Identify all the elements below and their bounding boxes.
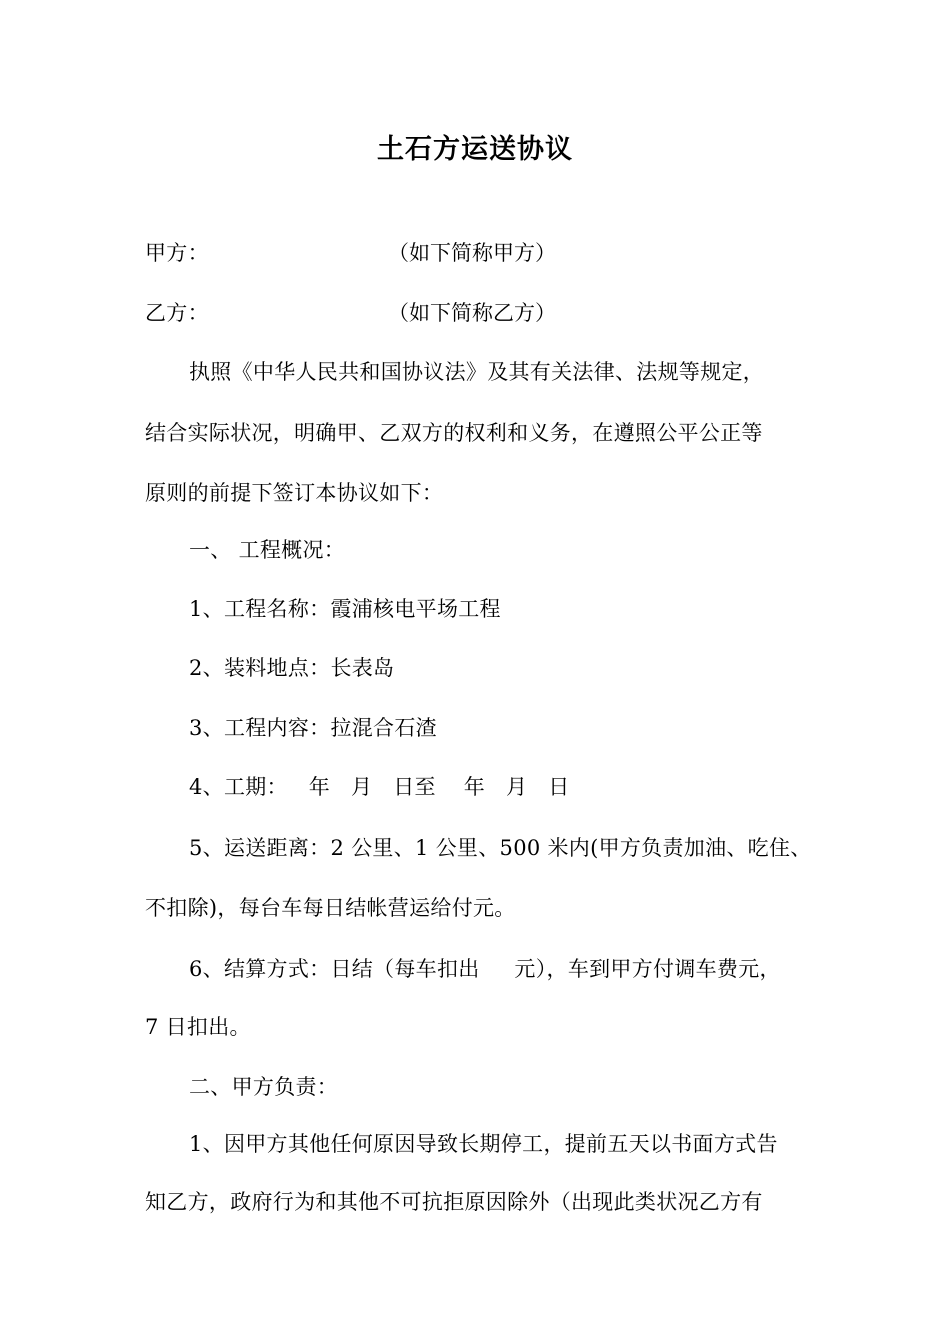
section1-item-6-line-1: 6、结算方式：日结（每车扣出 元），车到甲方付调车费元， [189, 957, 781, 981]
party-a-label: 甲方： [145, 241, 209, 265]
section2-heading: 二、甲方负责： [189, 1075, 339, 1099]
section1-item-6-line-2: 7 日扣出。 [145, 1015, 251, 1039]
section2-item-1-line-1: 1、因甲方其他任何原因导致长期停工，提前五天以书面方式告 [189, 1132, 778, 1156]
document-title: 土石方运送协议 [377, 134, 573, 165]
party-b-label: 乙方： [145, 301, 209, 325]
preamble-line-2: 结合实际状况，明确甲、乙双方的权利和义务，在遵照公平公正等 [145, 421, 763, 445]
section1-item-5-line-2: 不扣除)，每台车每日结帐营运给付元。 [145, 896, 516, 920]
section1-heading: 一、 工程概况： [189, 538, 346, 562]
preamble-line-3: 原则的前提下签订本协议如下： [145, 481, 444, 505]
preamble-line-1: 执照《中华人民共和国协议法》及其有关法律、法规等规定， [189, 360, 765, 384]
section2-item-1-line-2: 知乙方，政府行为和其他不可抗拒原因除外（出现此类状况乙方有 [145, 1190, 763, 1214]
section1-item-5-line-1: 5、运送距离：2 公里、1 公里、500 米内(甲方负责加油、吃住、 [189, 836, 812, 860]
section1-item-3: 3、工程内容：拉混合石渣 [189, 716, 437, 740]
section1-item-4: 4、工期： 年 月 日至 年 月 日 [189, 775, 570, 799]
section1-item-2: 2、装料地点：长表岛 [189, 656, 395, 680]
party-b-note: （如下简称乙方） [388, 301, 556, 325]
party-a-note: （如下简称甲方） [388, 241, 556, 265]
section1-item-1: 1、工程名称：霞浦核电平场工程 [189, 597, 501, 621]
